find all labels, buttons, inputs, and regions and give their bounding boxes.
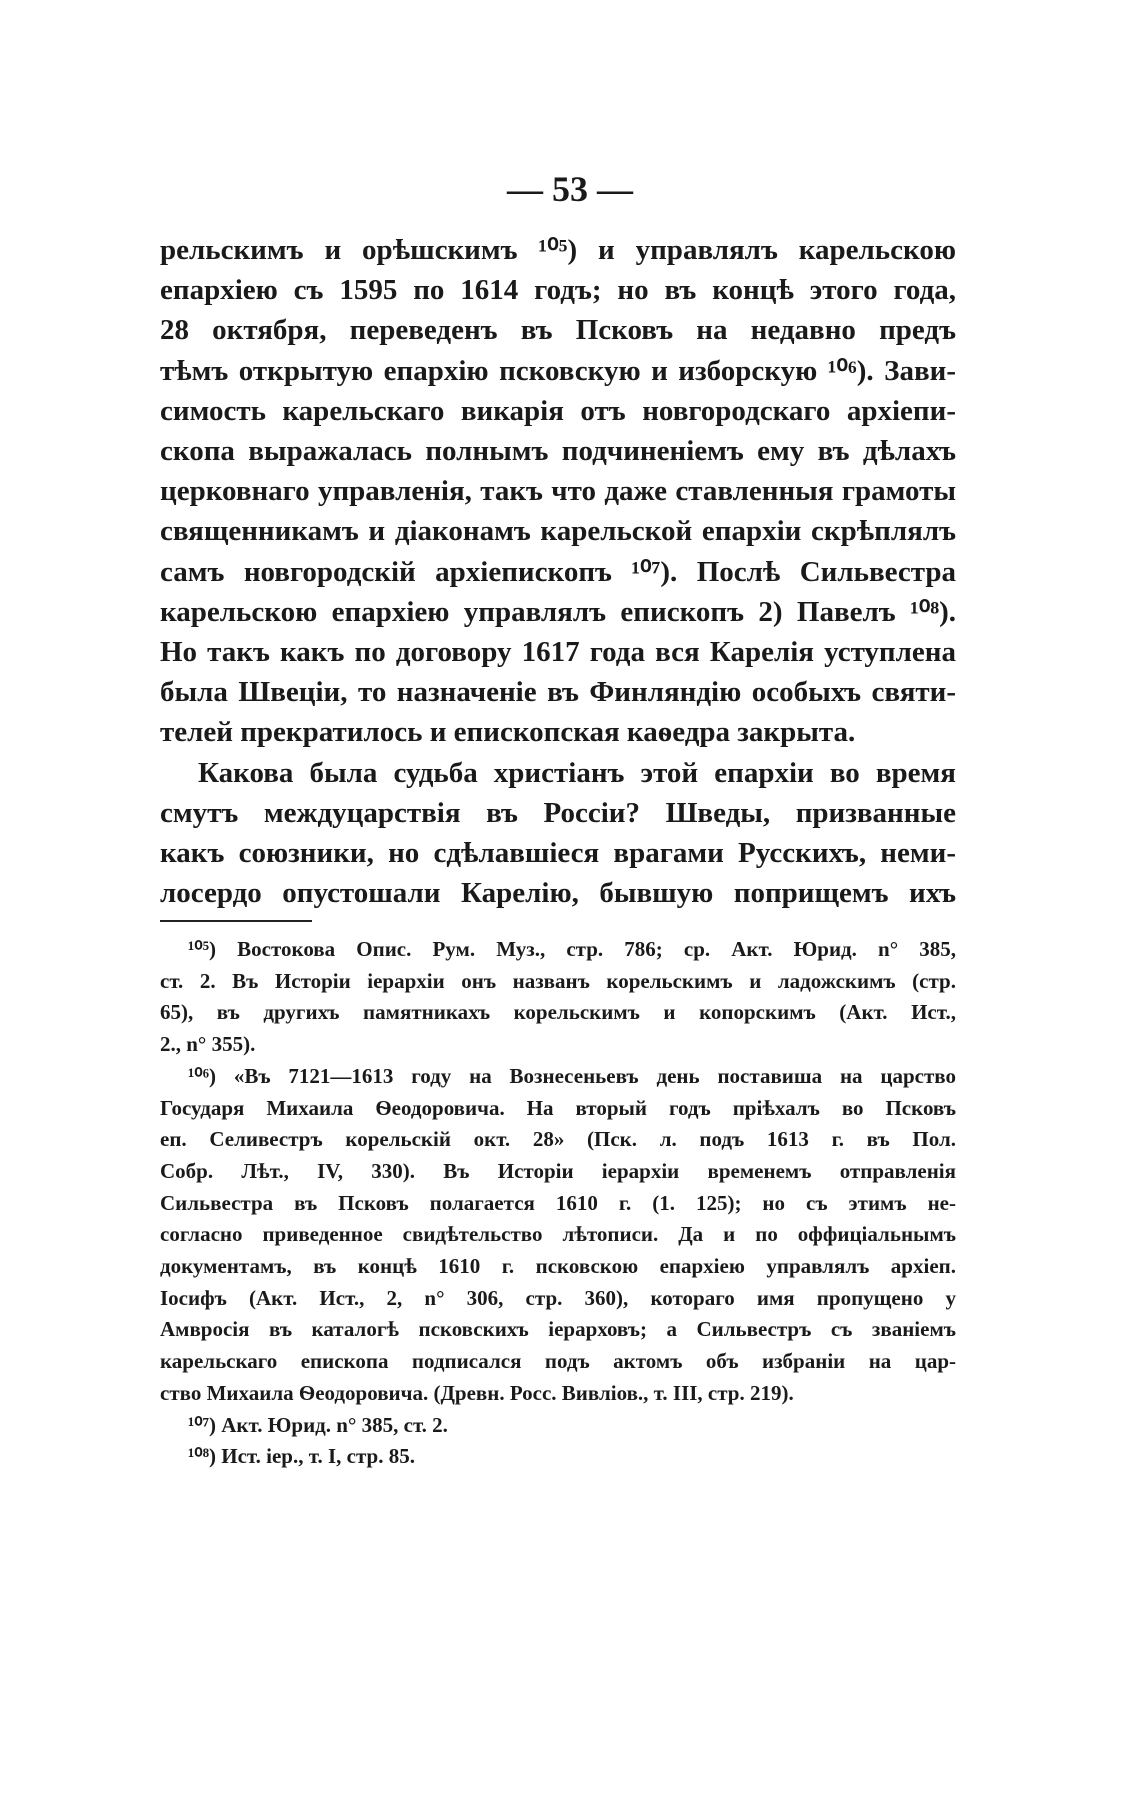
text-line: смутъ междуцарствія въ Россіи? Шведы, призванные	[160, 796, 956, 829]
text-line: тѣмъ открытую епархію псковскую и изборскую ¹⁰⁶). Зави-	[160, 354, 956, 387]
footnote-line: ¹⁰⁷) Акт. Юрид. n° 385, ст. 2.	[188, 1412, 448, 1437]
footnote-divider	[160, 920, 312, 922]
footnote-line: Сильвестра въ Псковъ полагается 1610 г. (1. 125); но съ этимъ не-	[160, 1190, 956, 1215]
footnote-line: документамъ, въ концѣ 1610 г. псковскою епархіею управлялъ архіеп.	[160, 1254, 956, 1279]
text-line: Какова была судьба христіанъ этой епархіи во время	[198, 756, 956, 789]
text-line: священникамъ и діаконамъ карельской епархіи скрѣплялъ	[160, 515, 956, 548]
text-line: скопа выражалась полнымъ подчиненіемъ ему въ дѣлахъ	[160, 435, 956, 468]
footnote-line: ст. 2. Въ Исторіи іерархіи онъ названъ корельскимъ и ладожскимъ (стр.	[160, 968, 956, 993]
footnote-line: ¹⁰⁶) «Въ 7121—1613 году на Вознесеньевъ день поставиша на царство	[188, 1063, 956, 1088]
footnote-line: карельскаго епископа подписался подъ актомъ объ избраніи на цар-	[160, 1349, 956, 1374]
text-line: телей прекратилось и епископская каѳедра закрыта.	[160, 716, 856, 749]
footnote-line: 2., n° 355).	[160, 1032, 256, 1057]
text-line: какъ союзники, но сдѣлавшіеся врагами Русскихъ, неми-	[160, 837, 956, 870]
text-line: самъ новгородскій архіепископъ ¹⁰⁷). Послѣ Сильвестра	[160, 555, 956, 588]
footnote-line: еп. Селивестръ корельскій окт. 28» (Пск. л. подъ 1613 г. въ Пол.	[160, 1127, 956, 1152]
text-line: рельскимъ и орѣшскимъ ¹⁰⁵) и управлялъ карельскою	[160, 234, 956, 266]
text-line: 28 октября, переведенъ въ Псковъ на недавно предъ	[160, 314, 956, 347]
footnote-line: Іосифъ (Акт. Ист., 2, n° 306, стр. 360), котораго имя пропущено у	[160, 1285, 956, 1310]
footnote-line: Амвросія въ каталогѣ псковскихъ іерарховъ; а Сильвестръ съ званіемъ	[160, 1317, 956, 1342]
text-line: карельскою епархіею управлялъ епископъ 2) Павелъ ¹⁰⁸).	[160, 595, 956, 628]
text-line: лосердо опустошали Карелію, бывшую поприщемъ ихъ	[160, 877, 956, 910]
text-line: симость карельскаго викарія отъ новгородскаго архіепи-	[160, 394, 956, 427]
footnote-line: 65), въ другихъ памятникахъ корельскимъ и копорскимъ (Акт. Ист.,	[160, 1000, 956, 1025]
footnote-line: согласно приведенное свидѣтельство лѣтописи. Да и по оффиціальнымъ	[160, 1222, 956, 1247]
footnote-line: Собр. Лѣт., IV, 330). Въ Исторіи іерархіи временемъ отправленія	[160, 1158, 956, 1183]
footnote-line: ство Михаила Ѳеодоровича. (Древн. Росс. Вивліов., т. III, стр. 219).	[160, 1380, 794, 1405]
text-line: епархіею съ 1595 по 1614 годъ; но въ концѣ этого года,	[160, 274, 956, 307]
footnotes	[160, 934, 956, 1473]
text-line: была Швеціи, то назначеніе въ Финляндію особыхъ святи-	[160, 676, 956, 709]
footnote-line: Государя Михаила Ѳеодоровича. На вторый годъ пріѣхалъ во Псковъ	[160, 1095, 956, 1120]
main-text	[160, 230, 956, 913]
footnote-line: ¹⁰⁸) Ист. іер., т. I, стр. 85.	[188, 1444, 415, 1469]
page-number: — 53 —	[507, 169, 633, 209]
text-line: церковнаго управленія, такъ что даже ставленныя грамоты	[160, 475, 956, 508]
footnote-line: ¹⁰⁵) Востокова Опис. Рум. Муз., стр. 786; ср. Акт. Юрид. n° 385,	[188, 937, 956, 961]
text-line: Но такъ какъ по договору 1617 года вся Карелія уступлена	[160, 636, 956, 669]
